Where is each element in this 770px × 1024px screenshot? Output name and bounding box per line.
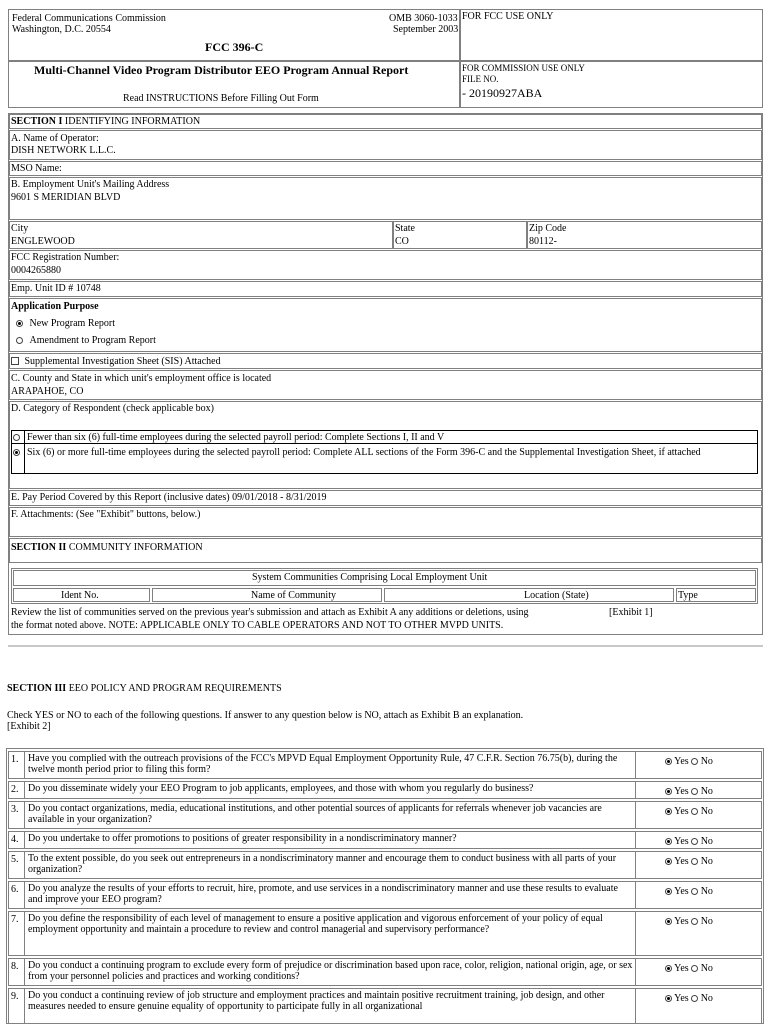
checkbox-unchecked-icon[interactable] (11, 357, 19, 365)
yes-no-answer[interactable]: Yes No (665, 916, 713, 927)
file-no-value: - 20190927ABA (462, 86, 543, 100)
question-row (8, 958, 762, 986)
radio-selected-icon[interactable] (665, 918, 672, 925)
radio-empty-icon[interactable] (691, 888, 698, 895)
category-fewer-divider (12, 443, 757, 444)
state-label: State (395, 223, 415, 234)
question-text: To the extent possible, do you seek out entrepreneurs in a nondiscriminatory manner and encourage them to conduct business with all parts of your organization? (26, 852, 636, 878)
radio-selected-icon[interactable] (16, 320, 23, 327)
question-number: 9. (9, 989, 25, 1024)
yes-no-answer[interactable]: Yes No (665, 993, 713, 1004)
purpose-label: Application Purpose (11, 301, 99, 312)
omb-number: OMB 3060-1033 (389, 13, 458, 24)
operator-row (9, 130, 762, 160)
agency-address: Washington, D.C. 20554 (12, 24, 111, 35)
question-text: Do you define the responsibility of each level of management to ensure a positive application and vigorous enforcement of your policy of equal employment opportunity and maintain a procedure to review and control managerial and supervisory performance? (26, 912, 636, 955)
radio-selected-icon[interactable] (665, 758, 672, 765)
radio-empty-icon[interactable] (691, 858, 698, 865)
emp-unit-row (9, 281, 762, 297)
radio-empty-icon[interactable] (691, 965, 698, 972)
community-note-line1: Review the list of communities served on the previous year's submission and attach as Exhibit A any additions or deletions, using (11, 607, 529, 618)
community-note-line2: the format noted above. NOTE: APPLICABLE ONLY TO CABLE OPERATORS AND NOT TO OTHER MVPD UNITS. (11, 620, 504, 631)
question-text: Do you conduct a continuing program to exclude every form of prejudice or discrimination based upon race, color, religion, national origin, age, or sex from your personnel policies and practices and working conditions? (26, 959, 636, 985)
purpose-new-option[interactable]: New Program Report (16, 318, 115, 329)
exhibit-2-button[interactable]: [Exhibit 2] (7, 721, 51, 732)
address-label: B. Employment Unit's Mailing Address (11, 179, 170, 190)
radio-selected-icon[interactable] (665, 888, 672, 895)
city-label: City (11, 223, 29, 234)
radio-selected-icon[interactable] (665, 965, 672, 972)
form-id: FCC 396-C (205, 40, 264, 54)
question-number: 2. (9, 782, 25, 798)
mso-row (9, 161, 762, 176)
yes-no-answer[interactable]: Yes No (665, 963, 713, 974)
yes-no-answer[interactable]: Yes No (665, 856, 713, 867)
radio-empty-icon[interactable] (691, 788, 698, 795)
radio-selected-icon[interactable] (665, 788, 672, 795)
category-fewer-text: Fewer than six (6) full-time employees during the selected payroll period: Complete Sections I, II and V (27, 432, 445, 443)
attachments-label: F. Attachments: (See "Exhibit" buttons, below.) (11, 509, 201, 520)
zip-label: Zip Code (529, 223, 567, 234)
report-title: Multi-Channel Video Program Distributor EEO Program Annual Report (34, 63, 409, 77)
radio-empty-icon[interactable] (13, 434, 20, 441)
agency-name: Federal Communications Commission (12, 13, 166, 24)
question-row (8, 851, 762, 879)
question-text: Do you analyze the results of your efforts to recruit, hire, promote, and use services in a nondiscriminatory manner and use these results to evaluate and improve your EEO program? (26, 882, 636, 908)
category-fewer-option[interactable] (13, 432, 20, 443)
frn-value: 0004265880 (11, 265, 61, 276)
yes-no-answer[interactable]: Yes No (665, 786, 713, 797)
radio-selected-icon[interactable] (665, 808, 672, 815)
operator-value: DISH NETWORK L.L.C. (11, 145, 116, 156)
question-number: 6. (9, 882, 25, 908)
radio-selected-icon[interactable] (665, 995, 672, 1002)
question-number: 7. (9, 912, 25, 955)
radio-empty-icon[interactable] (691, 995, 698, 1002)
radio-empty-icon[interactable] (691, 808, 698, 815)
file-no-label: FILE NO. (462, 74, 499, 84)
question-number: 3. (9, 802, 25, 828)
radio-empty-icon[interactable] (691, 838, 698, 845)
sis-option[interactable]: Supplemental Investigation Sheet (SIS) Attached (11, 356, 221, 367)
question-row (8, 781, 762, 799)
question-row (8, 831, 762, 849)
question-row (8, 881, 762, 909)
state-value: CO (395, 236, 409, 247)
col-ident: Ident No. (61, 590, 99, 601)
question-number: 1. (9, 752, 25, 778)
col-location: Location (State) (524, 590, 589, 601)
exhibit-1-button[interactable]: [Exhibit 1] (609, 607, 653, 618)
community-table-caption: System Communities Comprising Local Employment Unit (252, 572, 488, 583)
mso-label: MSO Name: (11, 163, 62, 174)
section1-title: SECTION I IDENTIFYING INFORMATION (11, 116, 201, 127)
question-number: 8. (9, 959, 25, 985)
radio-selected-icon[interactable] (665, 838, 672, 845)
yes-no-answer[interactable]: Yes No (665, 836, 713, 847)
purpose-amend-option[interactable]: Amendment to Program Report (16, 335, 156, 346)
yes-no-answer[interactable]: Yes No (665, 806, 713, 817)
frn-label: FCC Registration Number: (11, 252, 120, 263)
emp-unit-id: Emp. Unit ID # 10748 (11, 283, 101, 294)
radio-empty-icon[interactable] (691, 918, 698, 925)
yes-no-answer[interactable]: Yes No (665, 756, 713, 767)
radio-empty-icon[interactable] (16, 337, 23, 344)
operator-label: A. Name of Operator: (11, 133, 99, 144)
pay-period: E. Pay Period Covered by this Report (inclusive dates) 09/01/2018 - 8/31/2019 (11, 492, 327, 503)
yes-no-answer[interactable]: Yes No (665, 886, 713, 897)
section3-title: SECTION III EEO POLICY AND PROGRAM REQUIREMENTS (7, 683, 282, 694)
question-row (8, 988, 762, 1024)
question-row (8, 801, 762, 829)
question-text: Do you contact organizations, media, educational institutions, and other potential sources of applicants for referrals whenever job vacancies are available in your organization? (26, 802, 636, 828)
county-label: C. County and State in which unit's employment office is located (11, 373, 272, 384)
question-row (8, 751, 762, 779)
zip-value: 80112- (529, 236, 557, 247)
category-radio-divider (24, 431, 25, 473)
question-row (8, 911, 762, 956)
question-text: Have you complied with the outreach provisions of the FCC's MPVD Equal Employment Opportunity Rule, 47 C.F.R. Section 76.75(b), during the twelve month period prior to filing this form? (26, 752, 636, 778)
section-divider (8, 645, 763, 647)
radio-selected-icon[interactable] (665, 858, 672, 865)
category-six-option[interactable] (13, 447, 20, 458)
col-name: Name of Community (251, 590, 336, 601)
county-value: ARAPAHOE, CO (11, 386, 84, 397)
question-text: Do you disseminate widely your EEO Program to job applicants, employees, and those with whom you regularly do business? (26, 782, 636, 798)
form-date: September 2003 (393, 24, 459, 35)
radio-empty-icon[interactable] (691, 758, 698, 765)
instructions-note: Read INSTRUCTIONS Before Filling Out Form (123, 93, 319, 104)
question-number: 5. (9, 852, 25, 878)
category-label: D. Category of Respondent (check applicable box) (11, 403, 214, 414)
section2-title: SECTION II COMMUNITY INFORMATION (11, 542, 203, 553)
fcc-use-label: FOR FCC USE ONLY (462, 11, 554, 22)
address-value: 9601 S MERIDIAN BLVD (11, 192, 121, 203)
section3-intro: Check YES or NO to each of the following questions. If answer to any question below is NO, attach as Exhibit B an explanation. (7, 710, 524, 721)
question-text: Do you conduct a continuing review of job structure and employment practices and maintain positive recruitment training, job design, and other measures needed to ensure genuine equality of opportunity to participate fully in all organizational (26, 989, 636, 1024)
question-number: 4. (9, 832, 25, 848)
city-value: ENGLEWOOD (11, 236, 75, 247)
radio-selected-icon[interactable] (13, 449, 20, 456)
col-type: Type (678, 590, 698, 601)
category-six-text: Six (6) or more full-time employees during the selected payroll period: Complete ALL sections of the Form 396-C and the Supplemental Investigation Sheet, if attached (27, 447, 701, 458)
question-text: Do you undertake to offer promotions to positions of greater responsibility in a nondiscriminatory manner? (26, 832, 636, 848)
frn-row (9, 250, 762, 280)
commission-use-label: FOR COMMISSION USE ONLY (462, 63, 585, 73)
